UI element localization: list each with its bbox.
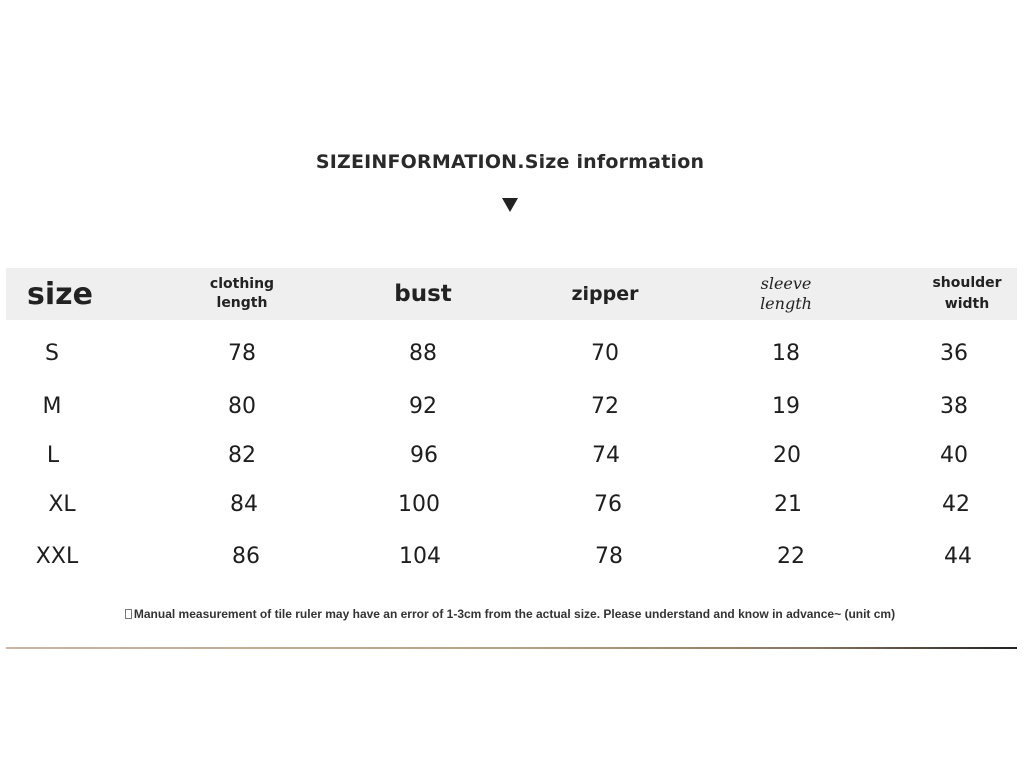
table-cell-clothing-length: 78 [228,341,256,366]
table-cell-zipper: 74 [592,443,620,468]
page-title: SIZEINFORMATION.Size information [315,151,705,173]
table-cell-shoulder-width: 38 [940,394,968,419]
table-cell-bust: 100 [398,492,440,517]
table-header-band [6,268,1017,320]
header-sleeve-length: sleeve length [760,274,812,313]
table-cell-clothing-length: 84 [230,492,258,517]
down-arrow-icon [502,198,518,212]
table-cell-size: XXL [35,544,79,569]
table-cell-zipper: 78 [595,544,623,569]
table-cell-zipper: 70 [591,341,619,366]
table-cell-bust: 104 [399,544,441,569]
bottom-divider [6,647,1017,649]
table-cell-sleeve-length: 20 [773,443,801,468]
note-text: Manual measurement of tile ruler may have an error of 1-3cm from the actual size. Please understand and know in advance~ (unit cm) [133,607,896,621]
table-cell-clothing-length: 80 [228,394,256,419]
table-cell-size: L [46,443,60,468]
table-cell-size: XL [48,492,76,517]
table-cell-zipper: 76 [594,492,622,517]
header-zipper: zipper [571,283,639,305]
table-cell-shoulder-width: 40 [940,443,968,468]
table-cell-sleeve-length: 21 [774,492,802,517]
table-cell-sleeve-length: 18 [772,341,800,366]
table-cell-shoulder-width: 42 [942,492,970,517]
table-cell-sleeve-length: 22 [777,544,805,569]
note-marker-icon [125,609,132,619]
table-cell-sleeve-length: 19 [772,394,800,419]
table-cell-shoulder-width: 44 [944,544,972,569]
header-shoulder-width: shoulder width [932,275,1002,312]
table-cell-clothing-length: 82 [228,443,256,468]
table-cell-size: S [45,341,59,366]
table-cell-shoulder-width: 36 [940,341,968,366]
header-bust: bust [394,281,452,307]
table-cell-clothing-length: 86 [232,544,260,569]
header-clothing-length: clothing length [209,276,275,311]
table-cell-bust: 96 [410,443,438,468]
table-cell-bust: 92 [409,394,437,419]
header-size: size [27,276,93,312]
measurement-note [0,607,1020,621]
table-cell-zipper: 72 [591,394,619,419]
table-cell-size: M [42,394,62,419]
table-cell-bust: 88 [409,341,437,366]
